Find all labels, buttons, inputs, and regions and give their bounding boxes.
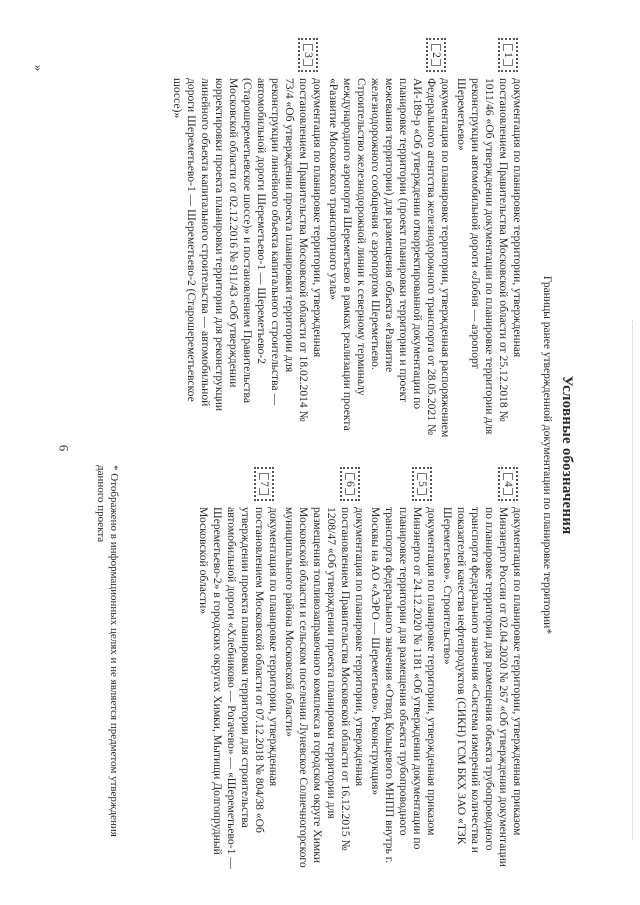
entry-number: 4: [502, 481, 514, 487]
scan-margin-line: [632, 320, 635, 840]
boundary-marker-icon: [254, 467, 274, 501]
entry-text: документация по планировке территории, утвержденная приказом Минэнерго от 24.12.2020 № 1181 «Об утверждении документации по планировке территории для размещения объекта трубопроводного транспорта федерального значения «Отвод Кольцевого МНПП внутрь г. Москвы на АО «АЭРО — Шереметьево». Реконструкция»: [369, 507, 438, 864]
entry-number: 7: [258, 481, 270, 487]
legend-column-left: [168, 36, 524, 441]
legend-title: Условные обозначения: [559, 375, 575, 535]
entry-number: 3: [302, 52, 314, 58]
boundary-marker-icon: [426, 38, 446, 72]
entry-text: документация по планировке территории, утвержденная постановлением Правительства Московской области от 16.12.2015 № 1208/47 «Об утверждении проекта планировки территории для размещения топливозаправочного комплекса в городском округе Химки Московской области и сельском поселении Луневское Солнечногорского муниципального района Московской области»: [283, 507, 366, 868]
entry-text: документация по планировке территории, утвержденная распоряжением Федерального агентства железнодорожного транспорта от 28.05.2021 № АИ-189-р «Об утверждении откорректированной документации по планировке территории (проект планировки территории и проект межевания территории) для размещения объекта «Развитие железнодорожного сообщения с аэропортом Шереметьево. Строительство железнодорожной линии к северному терминалу международного аэропорта Шереметьево в рамках реализации проекта «Развитие Московского транспортного узла»: [327, 78, 452, 438]
legend-column-right: [194, 465, 524, 870]
entry-text: документация по планировке территории, утвержденная приказом Минэнерго России от 02.04.2020 № 267 «Об утверждении документации по планировке территории для размещения объекта трубопроводного транспорта федерального значения «Система измерений количества и показателей качества нефтепродуктов (СИКН) ГСМ БКХ ЗАО «ТЗК Шереметьево». Строительство»: [441, 507, 524, 867]
page-number: 6: [56, 444, 72, 452]
entry-number: 6: [344, 481, 356, 487]
entry-number: 1: [502, 52, 514, 58]
entry-number: 2: [430, 52, 442, 58]
boundary-marker-icon: [298, 38, 318, 72]
legend-entry-6: [282, 465, 366, 870]
boundary-marker-icon: [412, 467, 432, 501]
legend-entry-4: [440, 465, 524, 870]
legend-entry-7: [196, 465, 280, 870]
entry-number: 5: [416, 481, 428, 487]
legend-entry-3: [170, 36, 324, 441]
legend-entry-1: [454, 36, 524, 441]
legend-subtitle: Границы ранее утвержденной документации по планировке территории*: [541, 275, 553, 635]
legend-footnote: * Отображено в информационных целях и не является предметом утверждения данного проекта: [95, 465, 120, 837]
boundary-marker-icon: [498, 38, 518, 72]
legend-sheet: [40, 30, 620, 880]
corner-mark: »: [31, 64, 47, 72]
legend-entry-5: [368, 465, 438, 870]
entry-text: документация по планировке территории, утвержденная постановлением Правительства Московской области от 25.12.2018 № 1011/46 «Об утверждении документации по планировке территории для реконструкции автомобильной дороги «Лобня — аэропорт Шереметьево»: [455, 78, 524, 435]
boundary-marker-icon: [498, 467, 518, 501]
boundary-marker-icon: [340, 467, 360, 501]
entry-text: документация по планировке территории, утвержденная постановлением Московской области от 07.12.2018 № 804/38 «Об утверждении проекта планировки территории для строительства автомобильной дороги «Хлебниково — Рогачево» — «Шереметьево-1 — Шереметьево-2» в городских округах Химки, Мытищи Долгопрудный Московской области»: [197, 507, 280, 869]
legend-entry-2: [326, 36, 452, 441]
entry-text: документация по планировке территории, утвержденная постановлением Правительства Московской области от 18.02.2014 № 73/4 «Об утверждении проекта планировки территории для реконструкции линейного объекта капитального строительства — автомобильной дороги Шереметьево-1 — Шереметьево-2 (Старошереметьевское шоссе)» и постановлением Правительства Московской области от 02.12.2016 № 911/43 «Об утверждении корректировки проекта планировки территории для реконструкции линейного объекта капитального строительства — автомобильной дороги Шереметьево-1 — Шереметьево-2 (Старошереметьевское шоссе)»: [171, 78, 324, 422]
